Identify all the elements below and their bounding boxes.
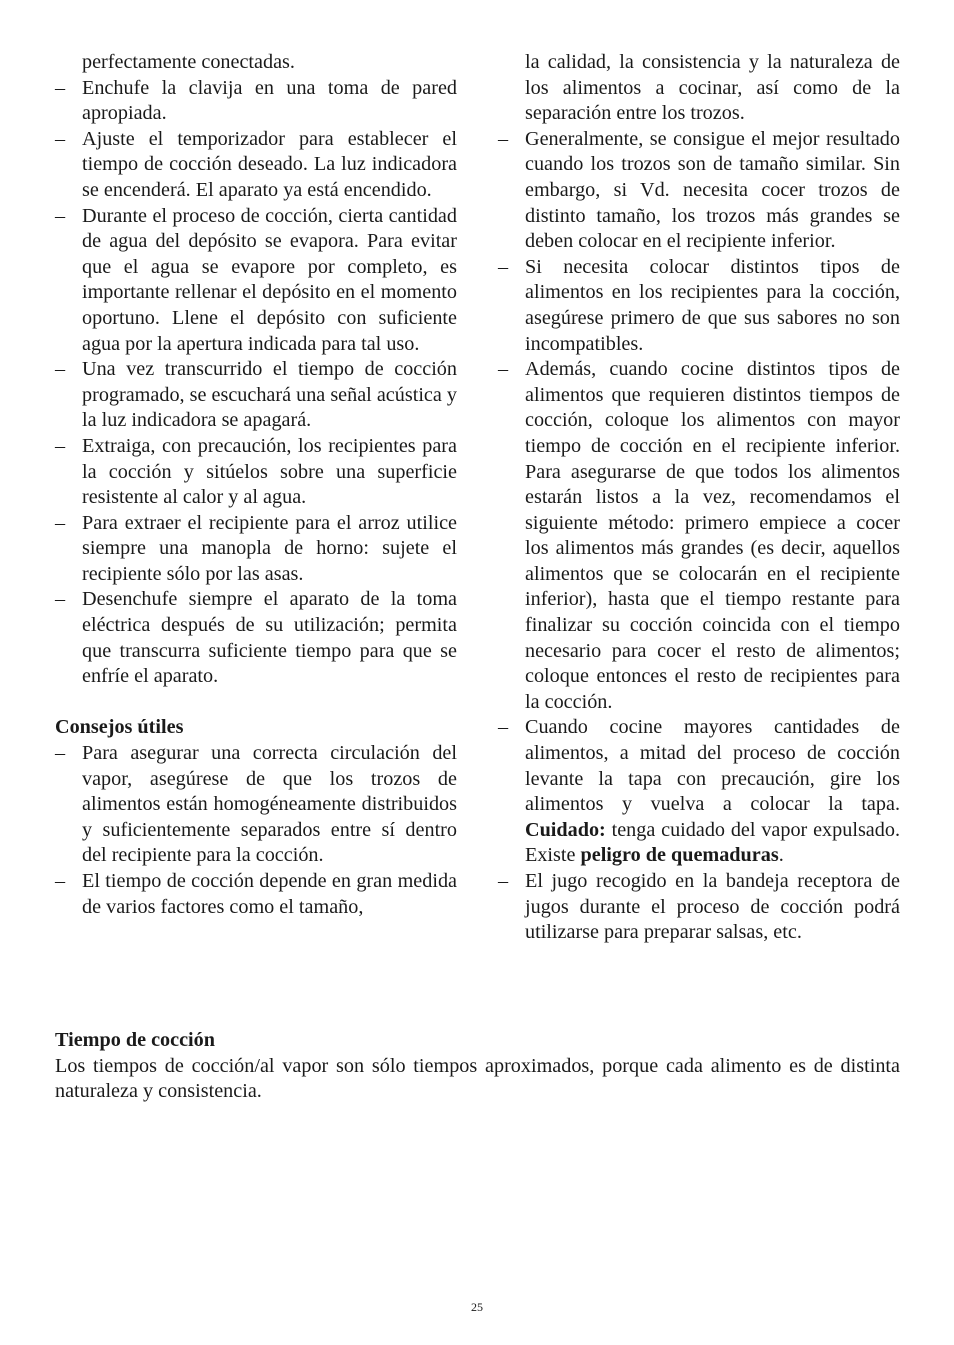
list-item: – Para extraer el recipiente para el arroz utilice siempre una manopla de horno: sujete el recipiente sólo por las asas. [55, 511, 457, 588]
cooking-time-section [55, 1028, 900, 1105]
tips-list [55, 741, 457, 920]
list-item: – Generalmente, se consigue el mejor resultado cuando los trozos son de tamaño similar. Sin embargo, si Vd. necesita cocer trozos de distinto tamaño, los trozos más grandes se deben colocar en el recipiente inferior. [498, 127, 900, 255]
list-item: – El jugo recogido en la bandeja receptora de jugos durante el proceso de cocción podrá utilizarse para preparar salsas, etc. [498, 869, 900, 946]
list-item: – Durante el proceso de cocción, cierta cantidad de agua del depósito se evapora. Para evitar que el agua se evapore por completo, es importante rellenar el depósito en el momento oportuno. Llene el depósito con suficiente agua por la apertura indicada para tal uso. [55, 204, 457, 358]
caution-label: Cuidado: [525, 818, 606, 841]
cooking-time-text: Los tiempos de cocción/al vapor son sólo tiempos aproximados, porque cada alimento es de distinta naturaleza y consistencia. [55, 1054, 900, 1103]
list-item: – Si necesita colocar distintos tipos de alimentos en los recipientes para la cocción, asegúrese primero de que sus sabores no son incompatibles. [498, 255, 900, 357]
list-item: – Para asegurar una correcta circulación del vapor, asegúrese de que los trozos de alimentos están homogéneamente distribuidos y suficientemente separados entre sí dentro del recipiente para la cocción. [55, 741, 457, 869]
tips-list-continued [498, 127, 900, 946]
danger-text: peligro de quemaduras [580, 844, 779, 867]
warning-text-after: . [778, 844, 784, 867]
instructions-list [55, 76, 457, 690]
list-item-warning [498, 715, 900, 869]
right-continuation-text: la calidad, la consistencia y la naturaleza de los alimentos a cocinar, así como de la separación entre los trozos. [525, 51, 900, 125]
list-item: – Extraiga, con precaución, los recipientes para la cocción y sitúelos sobre una superficie resistente al calor y al agua. [55, 434, 457, 511]
list-item: – Desenchufe siempre el aparato de la toma eléctrica después de su utilización; permita que transcurra suficiente tiempo para que se enfríe el aparato. [55, 587, 457, 689]
list-item: – Una vez transcurrido el tiempo de cocción programado, se escuchará una señal acústica y la luz indicadora se apagará. [55, 357, 457, 434]
warning-text-before: Cuando cocine mayores cantidades de alimentos, a mitad del proceso de cocción levante la tapa con precaución, gire los alimentos y vuelva a colocar la tapa. [525, 716, 900, 816]
warning-text-middle: tenga cuidado del vapor expulsado. Existe [525, 818, 900, 867]
left-continuation-text: perfectamente conectadas. [82, 51, 295, 73]
right-column [498, 50, 900, 946]
left-column [55, 50, 457, 920]
cooking-time-heading: Tiempo de cocción [55, 1029, 215, 1051]
page-number: 25 [471, 1300, 483, 1314]
list-item: – Enchufe la clavija en una toma de pared apropiada. [55, 76, 457, 127]
list-item: – Ajuste el temporizador para establecer el tiempo de cocción deseado. La luz indicadora se encenderá. El aparato ya está encendido. [55, 127, 457, 204]
list-item: – Además, cuando cocine distintos tipos de alimentos que requieren distintos tiempos de cocción, coloque los alimentos con mayor tiempo de cocción en el recipiente inferior. Para asegurarse de que todos los alimentos estarán listos a la vez, recomendamos el siguiente método: primero empiece a cocer los alimentos más grandes (es decir, aquellos alimentos que se colocarán en el recipiente inferior), hasta que el tiempo restante para finalizar su cocción coincida con el tiempo necesario para cocer el resto de alimentos; coloque entonces el resto de recipientes para la cocción. [498, 357, 900, 715]
list-item: – El tiempo de cocción depende en gran medida de varios factores como el tamaño, [55, 869, 457, 920]
tips-heading: Consejos útiles [55, 716, 184, 739]
